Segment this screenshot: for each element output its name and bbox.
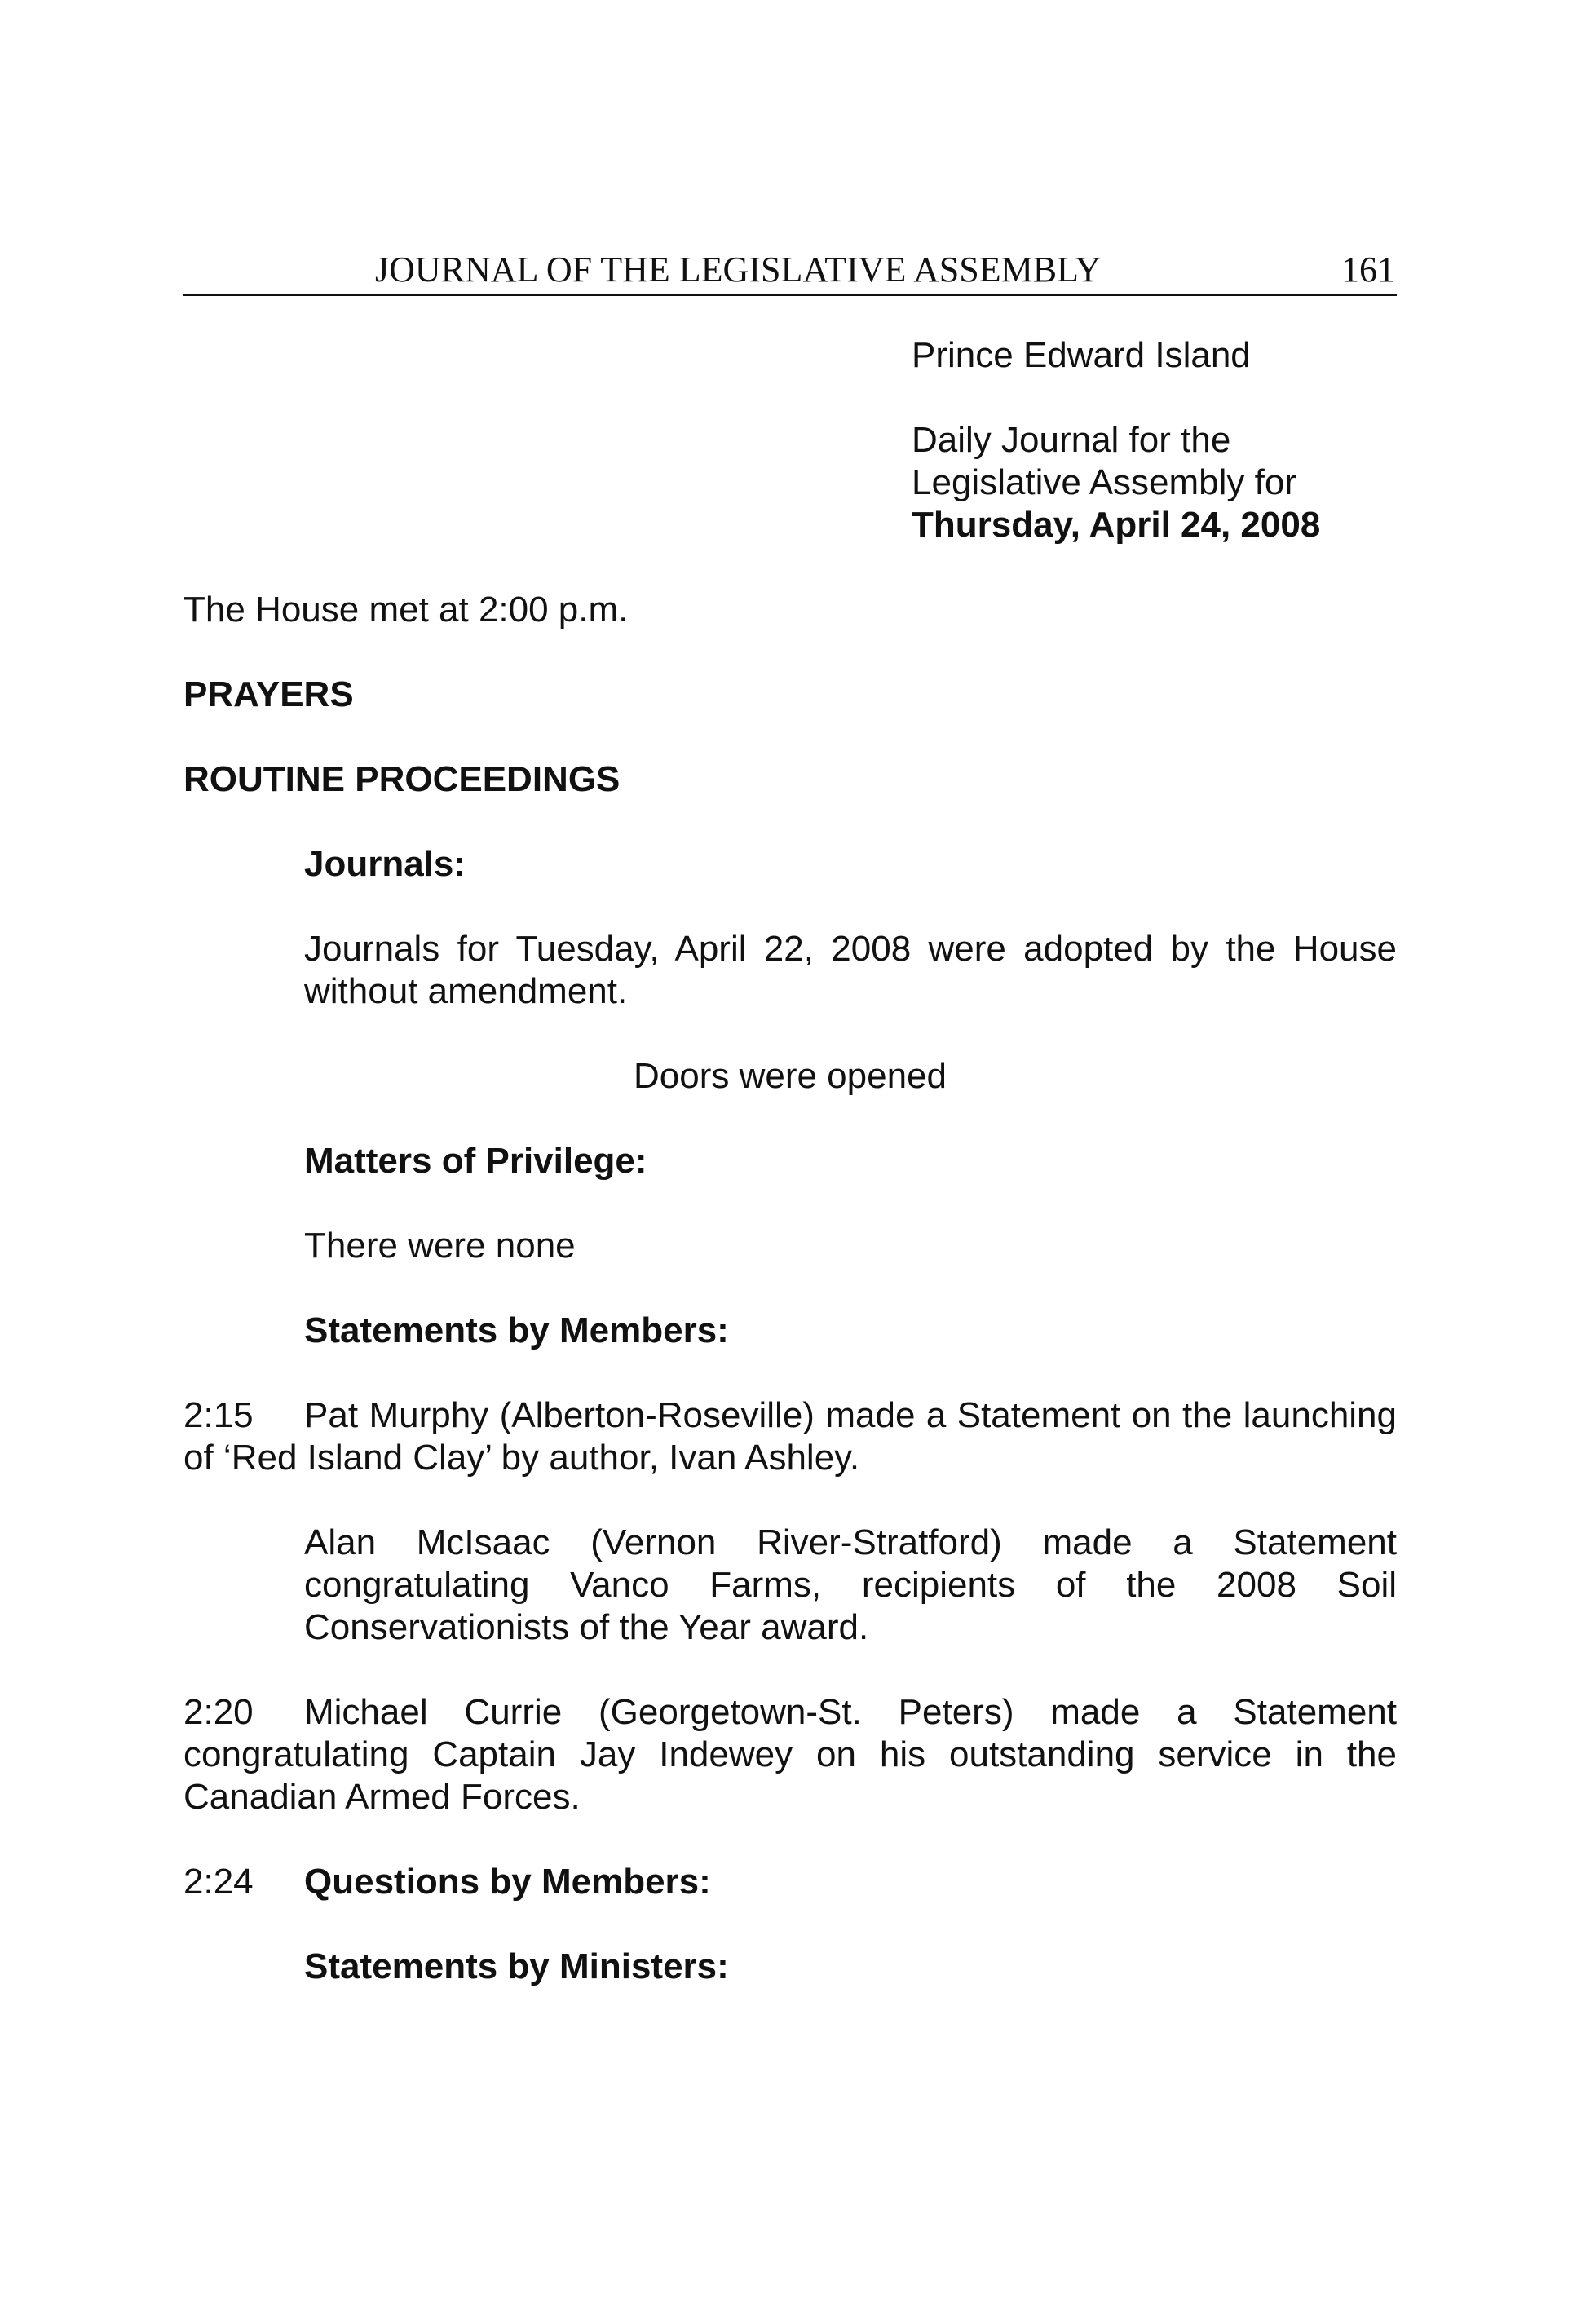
statements-ministers-heading: Statements by Ministers:: [304, 1946, 729, 1986]
privilege-heading: Matters of Privilege:: [304, 1141, 647, 1181]
masthead-line2: Legislative Assembly for: [912, 462, 1296, 502]
questions-time: 2:24: [183, 1862, 254, 1902]
journals-text-line2: without amendment.: [304, 971, 628, 1011]
statement-3-time: 2:20: [183, 1692, 254, 1732]
privilege-text: There were none: [304, 1226, 576, 1266]
page-number: 161: [1341, 250, 1395, 289]
masthead-line1: Daily Journal for the: [912, 420, 1231, 460]
journals-heading: Journals:: [304, 844, 466, 884]
house-met-text: The House met at 2:00 p.m.: [183, 590, 629, 630]
statement-1-time: 2:15: [183, 1395, 254, 1435]
doors-opened-text: Doors were opened: [633, 1056, 947, 1096]
province-name: Prince Edward Island: [912, 335, 1251, 375]
statement-2-line2: congratulating Vanco Farms, recipients of the 2008 Soil: [304, 1565, 1397, 1605]
statement-2-line3: Conservationists of the Year award.: [304, 1607, 869, 1647]
statement-3-line3: Canadian Armed Forces.: [183, 1777, 581, 1817]
prayers-heading: PRAYERS: [183, 674, 354, 714]
statement-2-line1: Alan McIsaac (Vernon River-Stratford) made a Statement: [304, 1522, 1397, 1562]
journal-date: Thursday, April 24, 2008: [912, 505, 1321, 545]
statements-members-heading: Statements by Members:: [304, 1310, 729, 1350]
journals-text-line1: Journals for Tuesday, April 22, 2008 were adopted by the House: [304, 929, 1397, 969]
statement-3-line1: Michael Currie (Georgetown-St. Peters) made a Statement: [304, 1692, 1397, 1732]
questions-heading: Questions by Members:: [304, 1862, 711, 1902]
statement-1-line1: Pat Murphy (Alberton-Roseville) made a Statement on the launching: [304, 1395, 1397, 1435]
routine-proceedings-heading: ROUTINE PROCEEDINGS: [183, 759, 621, 799]
running-header: [183, 245, 1397, 296]
statement-1-line2: of ‘Red Island Clay’ by author, Ivan Ashley.: [183, 1438, 860, 1478]
statement-3-line2: congratulating Captain Jay Indewey on his outstanding service in the: [183, 1734, 1397, 1774]
journal-title: JOURNAL OF THE LEGISLATIVE ASSEMBLY: [375, 250, 1102, 289]
